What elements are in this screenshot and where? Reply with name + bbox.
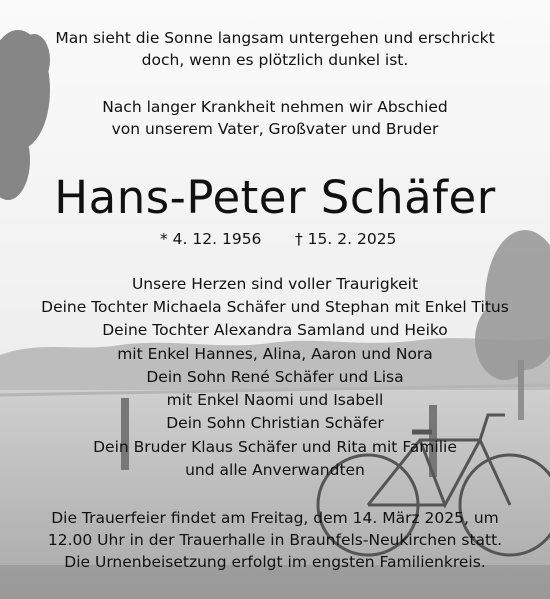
intro-line-4: von unserem Vater, Großvater und Bruder: [111, 120, 439, 138]
family-line-6: mit Enkel Naomi und Isabell: [166, 391, 384, 409]
family-line-7: Dein Sohn Christian Schäfer: [166, 414, 384, 432]
family-line-9: und alle Anverwandten: [185, 461, 365, 479]
funeral-line-2: 12.00 Uhr in der Trauerhalle in Braunfels-Neukirchen statt.: [47, 531, 503, 549]
family-line-3: Deine Tochter Alexandra Samland und Heiko: [102, 321, 448, 339]
family-line-5: Dein Sohn René Schäfer und Lisa: [146, 368, 404, 386]
birth-date: * 4. 12. 1956: [160, 230, 262, 248]
family-line-1: Unsere Herzen sind voller Traurigkeit: [131, 275, 419, 293]
funeral-line-1: Die Trauerfeier findet am Freitag, dem 14. März 2025, um: [51, 509, 499, 527]
intro-line-2: doch, wenn es plötzlich dunkel ist.: [141, 51, 409, 69]
family-line-2: Deine Tochter Michaela Schäfer und Stephan mit Enkel Titus: [41, 298, 509, 316]
intro-line-1: Man sieht die Sonne langsam untergehen und erschrickt: [55, 29, 495, 47]
deceased-name: Hans-Peter Schäfer: [54, 171, 496, 224]
family-line-4: mit Enkel Hannes, Alina, Aaron und Nora: [117, 345, 433, 363]
death-date: † 15. 2. 2025: [295, 230, 397, 248]
funeral-line-3: Die Urnenbeisetzung erfolgt im engsten Familienkreis.: [64, 553, 486, 571]
intro-line-3: Nach langer Krankheit nehmen wir Abschied: [102, 98, 448, 116]
family-line-8: Dein Bruder Klaus Schäfer und Rita mit Familie: [93, 438, 457, 456]
